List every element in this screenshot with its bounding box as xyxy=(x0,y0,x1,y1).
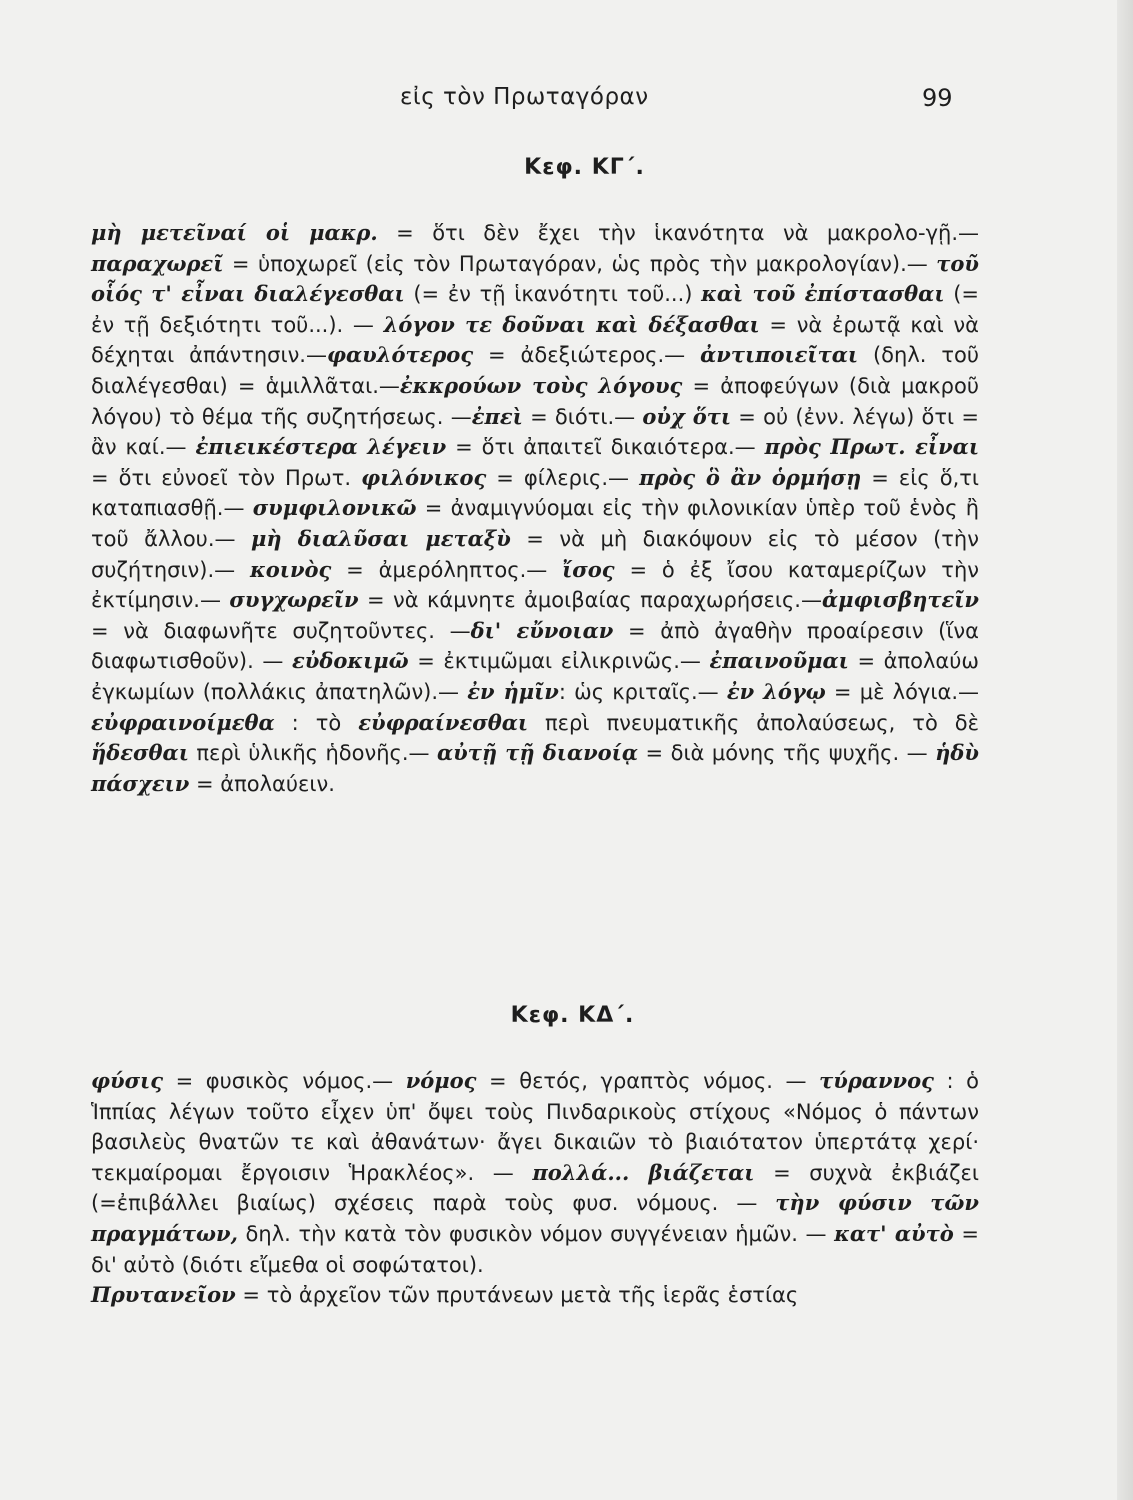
glossary-definition: = ἀπὸ ἀγαθὴν προαίρεσιν (ἵνα διαφωτισθοῦν). — xyxy=(91,618,980,674)
glossary-term: ἐν λόγῳ xyxy=(726,678,826,704)
glossary-definition: = διότι.— xyxy=(522,404,643,429)
glossary-term: φιλόνικος xyxy=(361,464,487,490)
glossary-term: τὴν φύσιν τῶν πραγμάτων, xyxy=(91,1190,979,1246)
glossary-term: συγχωρεῖν xyxy=(229,587,359,613)
glossary-term: αὐτῇ τῇ διανοίᾳ xyxy=(437,740,639,766)
glossary-definition: = ἀναμιγνύομαι εἰς τὴν φιλονικίαν ὑπὲρ τοῦ ἑνὸς ἢ τοῦ ἄλλου.— xyxy=(91,496,979,551)
glossary-definition: = ἐκτιμῶμαι εἰλικρινῶς.— xyxy=(408,649,710,674)
glossary-definition: = θετός, γραπτὸς νόμος. — xyxy=(476,1069,820,1093)
page-number: 99 xyxy=(922,84,953,112)
glossary-definition: = εἰς ὅ,τι καταπιασθῇ.— xyxy=(91,465,979,521)
glossary-definition: = ὅτι ἀπαιτεῖ δικαιότερα.— xyxy=(446,435,765,460)
glossary-term: τύραννος xyxy=(819,1068,934,1093)
paragraph xyxy=(91,1066,979,1280)
glossary-definition: = φυσικὸς νόμος.— xyxy=(163,1069,406,1093)
glossary-term: ἀντιποιεῖται xyxy=(700,342,859,368)
chapter-body xyxy=(91,218,979,799)
paragraph xyxy=(91,1280,979,1311)
glossary-definition: (δηλ. τοῦ διαλέγεσθαι) = ἁμιλλᾶται.— xyxy=(91,343,979,398)
glossary-definition: = συχνὰ ἐκβιάζει (=ἐπιβάλλει βιαίως) σχέσεις παρὰ τοὺς φυσ. νόμους. — xyxy=(91,1160,980,1216)
glossary-term: καὶ τοῦ ἐπίστασθαι xyxy=(701,281,945,307)
glossary-definition: = ὑποχωρεῖ (εἰς τὸν Πρωταγόραν, ὡς πρὸς τὴν μακρολογίαν).— xyxy=(223,251,937,276)
glossary-definition: = ἀποφεύγων (διὰ μακροῦ λόγου) τὸ θέμα τῆς συζητήσεως. — xyxy=(91,373,979,429)
glossary-term: εὐδοκιμῶ xyxy=(291,648,409,674)
glossary-term: λόγον τε δοῦναι καὶ δέξασθαι xyxy=(383,311,760,337)
glossary-term: μὴ διαλῦσαι μεταξὺ xyxy=(251,525,511,551)
glossary-term: ἥδεσθαι xyxy=(91,740,189,766)
glossary-term: πρὸς Πρωτ. εἶναι xyxy=(764,434,979,460)
glossary-definition: = διὰ μόνης τῆς ψυχῆς. — xyxy=(638,741,936,766)
glossary-definition: = νὰ ἐρωτᾷ καὶ νὰ δέχηται ἀπάντησιν.— xyxy=(91,312,979,368)
glossary-term: Πρυτανεῖον xyxy=(91,1282,236,1308)
glossary-term: κοινὸς xyxy=(250,556,332,582)
glossary-term: ἀμφισβητεῖν xyxy=(821,587,979,613)
glossary-definition: = ὁ ἐξ ἴσου καταμερίζων τὴν ἐκτίμησιν.— xyxy=(91,557,979,613)
glossary-term: ἐπαινοῦμαι xyxy=(709,648,849,674)
glossary-term: δι' εὔνοιαν xyxy=(470,617,614,643)
glossary-definition: = ὅτι εὐνοεῖ τὸν Πρωτ. xyxy=(91,465,362,490)
glossary-term: εὐφραινοίμεθα xyxy=(91,709,275,735)
glossary-term: πολλά... βιάζεται xyxy=(532,1159,755,1185)
chapter-body xyxy=(91,1066,979,1311)
glossary-definition: = νὰ μὴ διακόψουν εἰς τὸ μέσον (τὴν συζήτησιν).— xyxy=(91,526,979,582)
glossary-term: παραχωρεῖ xyxy=(91,250,224,276)
glossary-term: τοῦ οἷός τ' εἶναι διαλέγεσθαι xyxy=(91,250,979,307)
glossary-definition: = ἀμερόληπτος.— xyxy=(331,557,563,582)
glossary-definition: = μὲ λόγια.— xyxy=(825,679,979,704)
glossary-term: ἴσος xyxy=(562,556,615,582)
glossary-definition: = δι' αὐτὸ (διότι εἴμεθα οἱ σοφώτατοι). xyxy=(91,1221,980,1277)
glossary-term: ἐκκρούων τοὺς λόγους xyxy=(399,372,683,398)
glossary-definition: (= ἐν τῇ δεξιότητι τοῦ...). — xyxy=(91,282,979,337)
glossary-term: εὐφραίνεσθαι xyxy=(358,709,529,735)
glossary-term: ἐπιεικέστερα λέγειν xyxy=(195,434,447,460)
chapter-heading: Κεφ. ΚΔ΄. xyxy=(510,1003,635,1028)
glossary-definition: (= ἐν τῇ ἱκανότητι τοῦ...) xyxy=(404,282,702,307)
glossary-definition: = νὰ διαφωνῆτε συζητοῦντες. — xyxy=(91,618,471,643)
glossary-definition: = ἀπολαύω ἐγκωμίων (πολλάκις ἀπατηλῶν).— xyxy=(91,649,980,704)
glossary-term: πρὸς ὃ ἂν ὁρμήσῃ xyxy=(639,464,862,490)
glossary-term: ἐπεὶ xyxy=(471,403,523,429)
running-title: εἰς τὸν Πρωταγόραν xyxy=(400,84,649,110)
glossary-definition: δηλ. τὴν κατὰ τὸν φυσικὸν νόμον συγγένειαν ἡμῶν. — xyxy=(237,1221,835,1246)
glossary-term: κατ' αὐτὸ xyxy=(834,1220,954,1246)
glossary-definition: = νὰ κάμνητε ἀμοιβαίας παραχωρήσεις.— xyxy=(358,588,822,613)
glossary-term: μὴ μετεῖναί οἱ μακρ. xyxy=(91,220,378,245)
glossary-definition: : τὸ xyxy=(274,710,359,735)
glossary-definition: = τὸ ἀρχεῖον τῶν πρυτάνεων μετὰ τῆς ἱερᾶς ἑστίας xyxy=(235,1283,799,1308)
glossary-definition: = φίλερις.— xyxy=(486,465,640,490)
glossary-definition: = ὅτι δὲν ἔχει τὴν ἱκανότητα νὰ μακρολο-γῇ.— xyxy=(377,221,979,245)
glossary-definition: = ἀδεξιώτερος.— xyxy=(473,343,701,368)
glossary-definition: : ὁ Ἱππίας λέγων τοῦτο εἶχεν ὑπ' ὄψει τοὺς Πινδαρικοὺς στίχους «Νόμος ὁ πάντων βασιλεὺς θνατῶν τε καὶ ἀθανάτων· ἄγει δικαιῶν τὸ βιαιότατον ὑπερτάτᾳ χερί· τεκμαίρομαι ἔργοισιν Ἡρακλέος». — xyxy=(91,1069,979,1185)
glossary-term: φύσις xyxy=(91,1068,164,1093)
glossary-definition: : ὡς κριταῖς.— xyxy=(558,679,727,704)
glossary-definition: περὶ ὑλικῆς ἡδονῆς.— xyxy=(188,741,437,766)
glossary-definition: = ἀπολαύειν. xyxy=(189,771,335,796)
glossary-definition: περὶ πνευματικῆς ἀπολαύσεως, τὸ δὲ xyxy=(528,710,980,735)
page-header xyxy=(0,84,1133,116)
glossary-term: ἡδὺ πάσχειν xyxy=(91,740,979,796)
glossary-term: ἐν ἡμῖν xyxy=(467,678,559,704)
page-edge xyxy=(1117,0,1133,1500)
glossary-term: νόμος xyxy=(405,1068,477,1093)
glossary-term: συμφιλονικῶ xyxy=(252,495,417,521)
glossary-term: φαυλότερος xyxy=(326,342,474,368)
glossary-definition: = οὐ (ἐνν. λέγω) ὅτι = ἂν καί.— xyxy=(91,404,980,460)
chapter-heading: Κεφ. ΚΓ΄. xyxy=(524,155,645,180)
glossary-term: οὐχ ὅτι xyxy=(642,403,732,429)
